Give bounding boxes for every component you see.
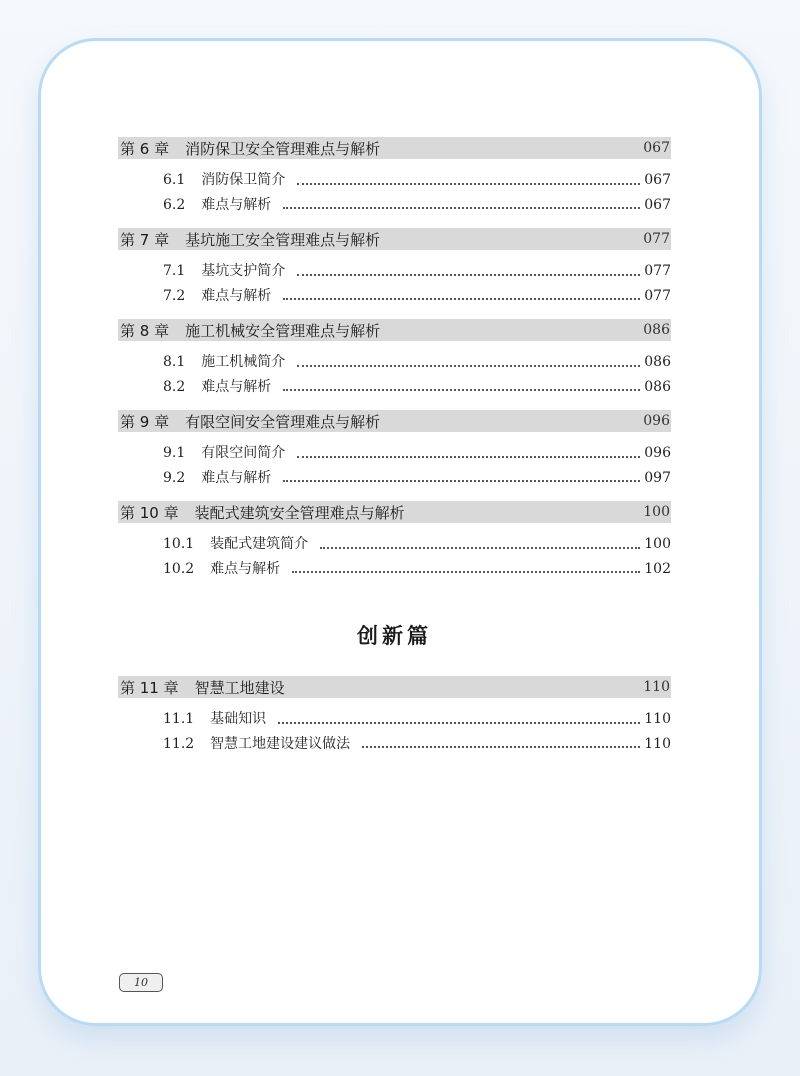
- dot-leader: [283, 207, 640, 209]
- toc-entry-7-2[interactable]: [118, 285, 671, 310]
- chapter-6-entries: [118, 159, 671, 228]
- dot-leader: [362, 746, 640, 748]
- dot-leader: [283, 298, 640, 300]
- toc-entry-6-2[interactable]: [118, 194, 671, 219]
- dot-leader: [297, 456, 640, 458]
- dot-leader: [278, 722, 640, 724]
- dot-leader: [292, 571, 640, 573]
- entry-page: 096: [644, 445, 671, 461]
- toc-entry-6-1[interactable]: [118, 169, 671, 194]
- entry-page: 097: [644, 469, 671, 486]
- chapter-number: 第 6 章: [120, 139, 170, 158]
- entry-title: 难点与解析: [201, 378, 272, 395]
- part-title: 创新篇: [357, 624, 432, 648]
- chapter-number: 第 9 章: [120, 412, 170, 431]
- chapter-7-header[interactable]: [118, 228, 671, 250]
- toc-entry-9-1[interactable]: [118, 442, 671, 467]
- chapter-number: 第 8 章: [120, 321, 170, 340]
- entry-number: 11.1: [163, 711, 195, 727]
- chapter-number: 第 11 章: [120, 678, 179, 697]
- entry-page: 067: [644, 196, 671, 213]
- entry-page: 077: [644, 287, 671, 304]
- chapter-page: 110: [643, 679, 670, 695]
- entry-number: 11.2: [163, 735, 195, 752]
- toc-entry-11-2[interactable]: [118, 733, 671, 758]
- chapter-9-entries: [118, 432, 671, 501]
- dot-leader: [297, 183, 640, 185]
- chapter-8-header[interactable]: [118, 319, 671, 341]
- entry-page: 110: [644, 735, 671, 752]
- chapter-page: 086: [643, 322, 670, 338]
- entry-page: 100: [644, 536, 671, 552]
- chapter-9-header[interactable]: [118, 410, 671, 432]
- chapter-11-entries: [118, 698, 671, 767]
- toc-entry-8-1[interactable]: [118, 351, 671, 376]
- chapter-6-header[interactable]: [118, 137, 671, 159]
- chapter-title: 基坑施工安全管理难点与解析: [185, 230, 381, 249]
- dot-leader: [297, 274, 640, 276]
- table-of-contents: [118, 137, 671, 767]
- entry-number: 7.2: [163, 287, 186, 304]
- entry-title: 消防保卫简介: [201, 172, 286, 188]
- chapter-8-entries: [118, 341, 671, 410]
- toc-entry-10-2[interactable]: [118, 558, 671, 583]
- entry-number: 8.1: [163, 354, 186, 370]
- chapter-title: 装配式建筑安全管理难点与解析: [194, 503, 405, 522]
- entry-title: 难点与解析: [201, 287, 272, 304]
- entry-number: 9.1: [163, 445, 186, 461]
- chapter-title: 施工机械安全管理难点与解析: [185, 321, 381, 340]
- chapter-title: 有限空间安全管理难点与解析: [185, 412, 381, 431]
- entry-title: 基础知识: [210, 711, 267, 727]
- entry-number: 7.1: [163, 263, 186, 279]
- chapter-number: 第 7 章: [120, 230, 170, 249]
- toc-entry-9-2[interactable]: [118, 467, 671, 492]
- dot-leader: [283, 389, 640, 391]
- chapter-7-entries: [118, 250, 671, 319]
- chapter-11-header[interactable]: [118, 676, 671, 698]
- entry-number: 6.1: [163, 172, 186, 188]
- entry-title: 施工机械简介: [201, 354, 286, 370]
- chapter-page: 077: [643, 231, 670, 247]
- entry-page: 086: [644, 354, 671, 370]
- entry-title: 装配式建筑简介: [210, 536, 309, 552]
- entry-title: 难点与解析: [201, 469, 272, 486]
- entry-title: 难点与解析: [201, 196, 272, 213]
- page-number-badge: 10: [119, 973, 163, 992]
- chapter-page: 067: [643, 140, 670, 156]
- dot-leader: [320, 547, 640, 549]
- dot-leader: [297, 365, 640, 367]
- entry-page: 086: [644, 378, 671, 395]
- toc-entry-11-1[interactable]: [118, 708, 671, 733]
- toc-entry-10-1[interactable]: [118, 533, 671, 558]
- entry-title: 智慧工地建设建议做法: [210, 735, 351, 752]
- entry-title: 难点与解析: [210, 560, 281, 577]
- entry-number: 6.2: [163, 196, 186, 213]
- dot-leader: [283, 480, 640, 482]
- chapter-title: 消防保卫安全管理难点与解析: [185, 139, 381, 158]
- entry-number: 10.1: [163, 536, 195, 552]
- entry-number: 10.2: [163, 560, 195, 577]
- toc-entry-8-2[interactable]: [118, 376, 671, 401]
- chapter-page: 096: [643, 413, 670, 429]
- chapter-10-header[interactable]: [118, 501, 671, 523]
- entry-title: 基坑支护简介: [201, 263, 286, 279]
- chapter-number: 第 10 章: [120, 503, 179, 522]
- entry-title: 有限空间简介: [201, 445, 286, 461]
- entry-number: 9.2: [163, 469, 186, 486]
- entry-page: 067: [644, 172, 671, 188]
- chapter-10-entries: [118, 523, 671, 592]
- entry-page: 077: [644, 263, 671, 279]
- entry-page: 110: [644, 711, 671, 727]
- chapter-page: 100: [643, 504, 670, 520]
- chapter-title: 智慧工地建设: [194, 678, 285, 697]
- entry-page: 102: [644, 560, 671, 577]
- toc-entry-7-1[interactable]: [118, 260, 671, 285]
- entry-number: 8.2: [163, 378, 186, 395]
